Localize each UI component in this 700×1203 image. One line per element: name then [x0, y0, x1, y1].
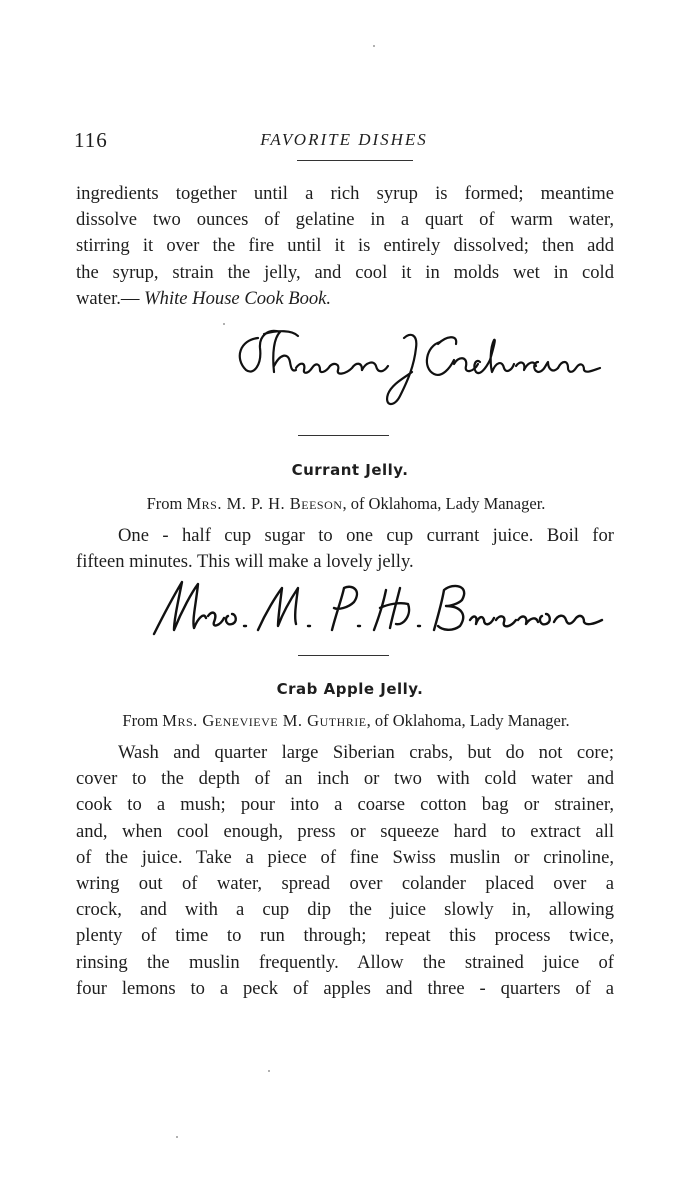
currant-jelly-text: [76, 523, 614, 575]
header-rule: [297, 160, 413, 161]
text-line: cook to a mush; pour into a coarse cotton bag or strainer,: [76, 794, 614, 816]
page-header: [74, 128, 614, 152]
text-line: four lemons to a peck of apples and three - quarters of a: [76, 977, 614, 999]
text-line: wring out of water, spread over colander placed over a: [76, 873, 614, 895]
signature-theresa-cochran: [228, 318, 608, 417]
signature-mrs-beeson: [148, 574, 628, 648]
paper-speck: [223, 323, 225, 325]
section-rule: [298, 435, 389, 436]
text-fragment: water.—: [76, 287, 145, 309]
crab-apple-jelly-text: [76, 740, 614, 1002]
byline-rest: , of Oklahoma, Lady Manager.: [342, 494, 546, 513]
page-number: 116: [74, 128, 108, 152]
recipe-title-crab-apple-jelly: Crab Apple Jelly.: [276, 680, 424, 698]
paper-speck: [373, 45, 375, 47]
text-line: rinsing the muslin frequently. Allow the strained juice of: [76, 951, 614, 973]
text-line: cover to the depth of an inch or two with cold water and: [76, 768, 614, 790]
paper-speck: [176, 1136, 178, 1138]
text-line: the syrup, strain the jelly, and cool it in molds wet in cold: [76, 261, 614, 283]
text-line: stirring it over the fire until it is entirely dissolved; then add: [76, 235, 614, 257]
intro-paragraph: [76, 181, 614, 312]
text-line: and, when cool enough, press or squeeze hard to extract all: [76, 820, 614, 842]
text-line: crock, and with a cup dip the juice slowly in, allowing: [76, 899, 614, 921]
contributor-name: Mrs. Genevieve M. Guthrie: [162, 711, 367, 730]
text-line: ingredients together until a rich syrup is formed; meantime: [76, 183, 614, 204]
text-line: of the juice. Take a piece of fine Swiss muslin or crinoline,: [76, 846, 614, 868]
text-line: One - half cup sugar to one cup currant juice. Boil for: [118, 525, 614, 546]
text-line: fifteen minutes. This will make a lovely jelly.: [76, 551, 414, 573]
text-line: dissolve two ounces of gelatine in a quart of warm water,: [76, 209, 614, 231]
recipe-byline: [76, 494, 616, 514]
byline-rest: , of Oklahoma, Lady Manager.: [366, 711, 570, 730]
byline-from: From: [122, 711, 163, 730]
contributor-name: Mrs. M. P. H. Beeson: [186, 494, 343, 513]
section-rule: [298, 655, 389, 656]
text-line: plenty of time to run through; repeat this process twice,: [76, 925, 614, 947]
paper-speck: [268, 1070, 270, 1072]
source-attribution: White House Cook Book.: [144, 287, 332, 309]
recipe-title-currant-jelly: Currant Jelly.: [291, 461, 409, 479]
byline-from: From: [146, 494, 187, 513]
text-line: Wash and quarter large Siberian crabs, but do not core;: [118, 742, 614, 763]
running-title: FAVORITE DISHES: [260, 130, 428, 149]
recipe-byline: [76, 711, 616, 731]
text-line: [76, 286, 614, 312]
